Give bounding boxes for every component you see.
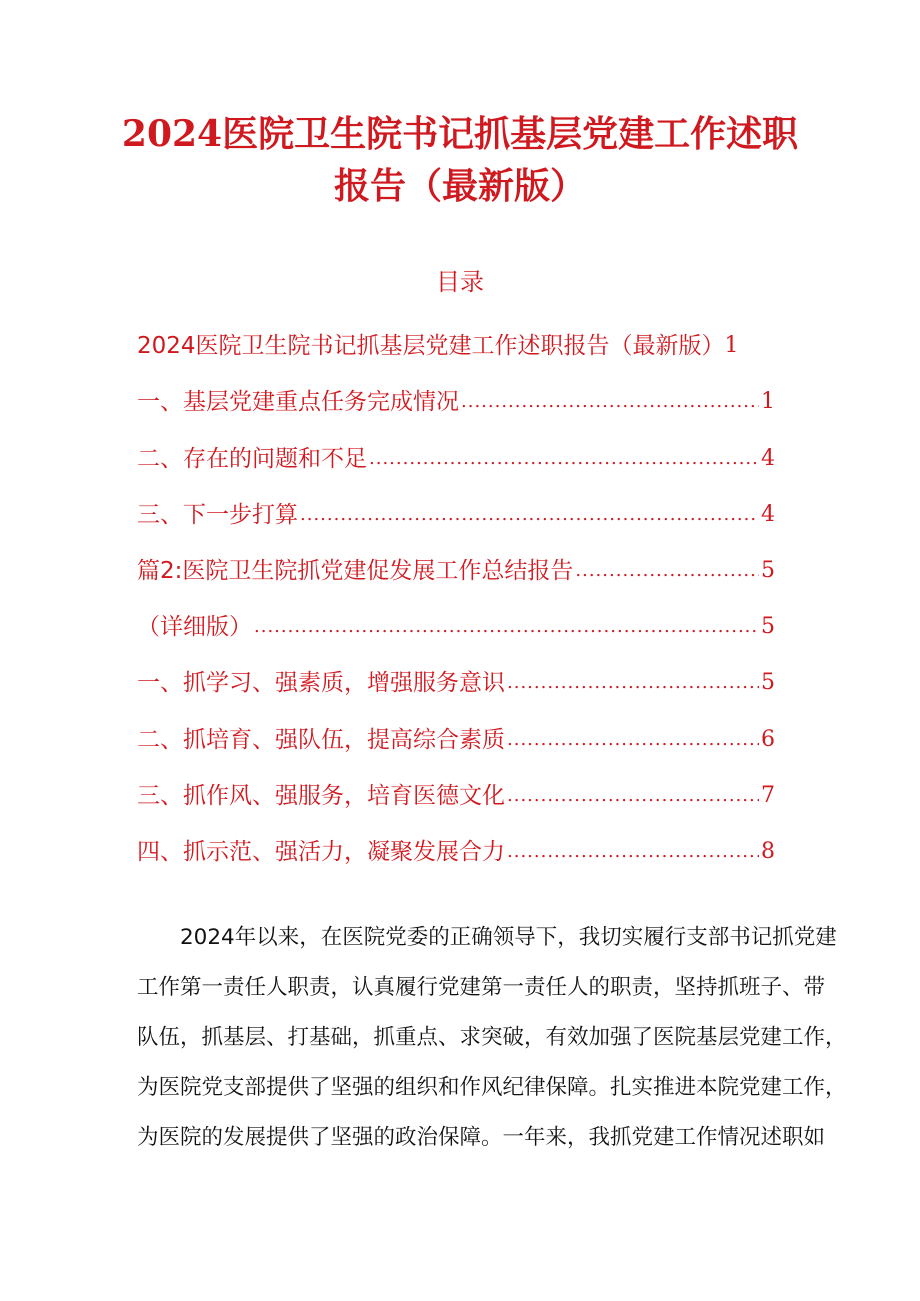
toc-entry-page: 5 <box>761 557 775 583</box>
toc-entry-page: 4 <box>761 501 775 527</box>
toc-entry[interactable] <box>137 374 775 430</box>
toc-entry-page: 5 <box>761 670 775 696</box>
toc-entry[interactable] <box>137 824 775 880</box>
document-title-line-1: 2024医院卫生院书记抓基层党建工作述职 <box>121 113 799 155</box>
toc-entry[interactable] <box>137 543 775 599</box>
toc-entry-label: 2024医院卫生院书记抓基层党建工作述职报告（最新版） <box>137 333 725 360</box>
document-title-line-2: 报告（最新版） <box>333 165 586 207</box>
toc-entry-label: （详细版） <box>137 614 252 641</box>
body-line: 2024年以来，在医院党委的正确领导下，我切实履行支部书记抓党建 <box>180 925 837 950</box>
toc-entry[interactable] <box>137 487 775 543</box>
toc-entry-label: 二、存在的问题和不足 <box>137 445 367 472</box>
toc-leader-dots <box>300 487 759 543</box>
toc-entry-page: 6 <box>761 726 775 752</box>
toc-entry-label: 三、下一步打算 <box>137 501 298 528</box>
body-line: 工作第一责任人职责，认真履行党建第一责任人的职责，坚持抓班子、带 <box>137 975 826 1000</box>
toc-heading: 目录 <box>436 268 484 296</box>
table-of-contents <box>137 318 775 880</box>
toc-entry-page: 8 <box>761 838 775 864</box>
toc-entry-label: 一、抓学习、强素质，增强服务意识 <box>137 670 505 697</box>
toc-entry[interactable] <box>137 768 775 824</box>
toc-entry-label: 四、抓示范、强活力，凝聚发展合力 <box>137 838 505 865</box>
toc-leader-dots <box>507 824 759 880</box>
toc-entry-label: 三、抓作风、强服务，培育医德文化 <box>137 782 505 809</box>
body-paragraph <box>137 913 847 1163</box>
toc-leader-dots <box>507 655 759 711</box>
toc-leader-dots <box>507 712 759 768</box>
body-line: 为医院党支部提供了坚强的组织和作风纪律保障。扎实推进本院党建工作， <box>137 1075 847 1100</box>
toc-entry[interactable] <box>137 599 775 655</box>
toc-entry[interactable] <box>137 655 775 711</box>
toc-entry-page: 7 <box>761 782 775 808</box>
toc-entry-label: 篇2:医院卫生院抓党建促发展工作总结报告 <box>137 557 574 584</box>
toc-leader-dots <box>254 599 759 655</box>
toc-leader-dots <box>369 431 759 487</box>
toc-leader-dots <box>461 374 759 430</box>
toc-entry-page: 1 <box>761 389 775 415</box>
toc-entry-page: 5 <box>761 614 775 640</box>
toc-leader-dots <box>507 768 759 824</box>
body-line: 队伍，抓基层、打基础，抓重点、求突破，有效加强了医院基层党建工作， <box>137 1025 847 1050</box>
toc-entry-page: 1 <box>724 333 739 359</box>
body-line: 为医院的发展提供了坚强的政治保障。一年来，我抓党建工作情况述职如 <box>137 1125 826 1150</box>
toc-entry[interactable] <box>137 318 775 374</box>
toc-leader-dots <box>575 543 759 599</box>
toc-entry-page: 4 <box>761 445 775 471</box>
toc-entry[interactable] <box>137 711 775 767</box>
toc-entry[interactable] <box>137 430 775 486</box>
toc-entry-label: 二、抓培育、强队伍，提高综合素质 <box>137 726 505 753</box>
toc-entry-label: 一、基层党建重点任务完成情况 <box>137 389 459 416</box>
